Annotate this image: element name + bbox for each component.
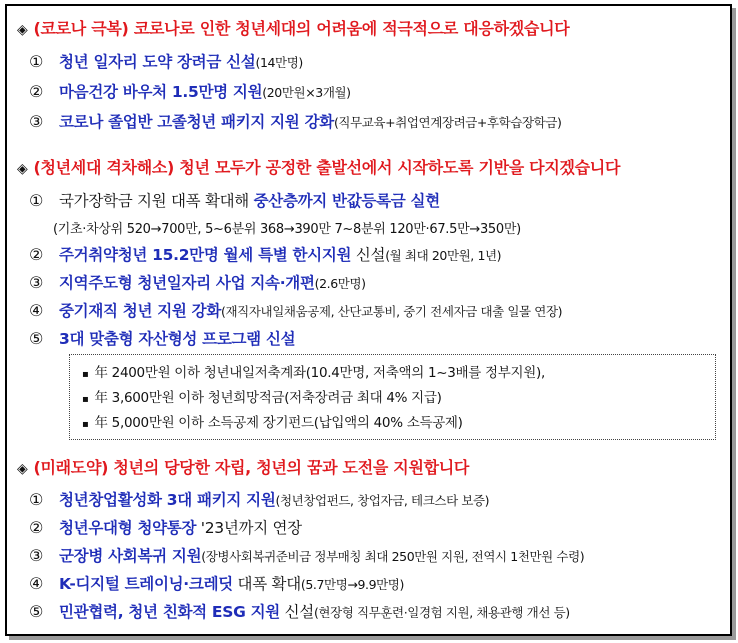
bullet-dot-icon: ▪: [82, 394, 89, 405]
section-1-item-2: ② 마음건강 바우처 1.5만명 지원(20만원×3개월): [29, 82, 351, 101]
section-2-item-1-detail: (기초·차상위 520→700만, 5~6분위 368→390만 7~8분위 120만·67.5만→350만): [53, 222, 521, 237]
section-3-item-3: ③ 군장병 사회복귀 지원(장병사회복귀준비금 정부매칭 최대 250만원 지원, 전역시 1천만원 수령): [29, 546, 585, 565]
asset-program-item-2: ▪ 年 3,600만원 이하 청년희망적금(저축장려금 최대 4% 지급): [82, 390, 442, 406]
section-1-item-1: ① 청년 일자리 도약 장려금 신설(14만명): [29, 52, 303, 71]
section-2-item-1: ① 국가장학금 지원 대폭 확대해 중산층까지 반값등록금 실현: [29, 191, 440, 210]
diamond-bullet-icon: ◈: [17, 161, 28, 177]
section-3-item-2: ② 청년우대형 청약통장 '23년까지 연장: [29, 518, 302, 537]
section-2-item-2: ② 주거취약청년 15.2만명 월세 특별 한시지원 신설(월 최대 20만원, 1년): [29, 245, 502, 264]
section-3-title: ◈ (미래도약) 청년의 당당한 자립, 청년의 꿈과 도전을 지원합니다: [17, 458, 470, 477]
asset-program-box: [69, 354, 716, 440]
section-2-item-3: ③ 지역주도형 청년일자리 사업 지속·개편(2.6만명): [29, 273, 366, 292]
policy-box: [5, 4, 732, 636]
section-2-item-5: ⑤ 3대 맞춤형 자산형성 프로그램 신설: [29, 329, 296, 348]
section-2-item-4: ④ 중기재직 청년 지원 강화(재직자내일채움공제, 산단교통비, 중기 전세자금 대출 일몰 연장): [29, 301, 563, 320]
section-1-title: ◈ (코로나 극복) 코로나로 인한 청년세대의 어려움에 적극적으로 대응하겠습니다: [17, 19, 570, 38]
diamond-bullet-icon: ◈: [17, 461, 28, 477]
section-3-item-1: ① 청년창업활성화 3대 패키지 지원(청년창업펀드, 창업자금, 테크스타 보증): [29, 490, 490, 509]
bullet-dot-icon: ▪: [82, 369, 89, 380]
asset-program-item-1: ▪ 年 2400만원 이하 청년내일저축계좌(10.4만명, 저축액의 1~3배를 정부지원),: [82, 365, 545, 381]
asset-program-item-3: ▪ 年 5,000만원 이하 소득공제 장기펀드(납입액의 40% 소득공제): [82, 415, 463, 431]
section-3-item-5: ⑤ 민관협력, 청년 친화적 ESG 지원 신설(현장형 직무훈련·일경험 지원, 채용관행 개선 등): [29, 602, 570, 621]
diamond-bullet-icon: ◈: [17, 22, 28, 38]
section-2-title: ◈ (청년세대 격차해소) 청년 모두가 공정한 출발선에서 시작하도록 기반을 다지겠습니다: [17, 158, 621, 177]
section-1-item-3: ③ 코로나 졸업반 고졸청년 패키지 지원 강화(직무교육+취업연계장려금+후학습장학금): [29, 112, 562, 131]
section-3-item-4: ④ K-디지털 트레이닝·크레딧 대폭 확대(5.7만명→9.9만명): [29, 574, 404, 593]
bullet-dot-icon: ▪: [82, 419, 89, 430]
